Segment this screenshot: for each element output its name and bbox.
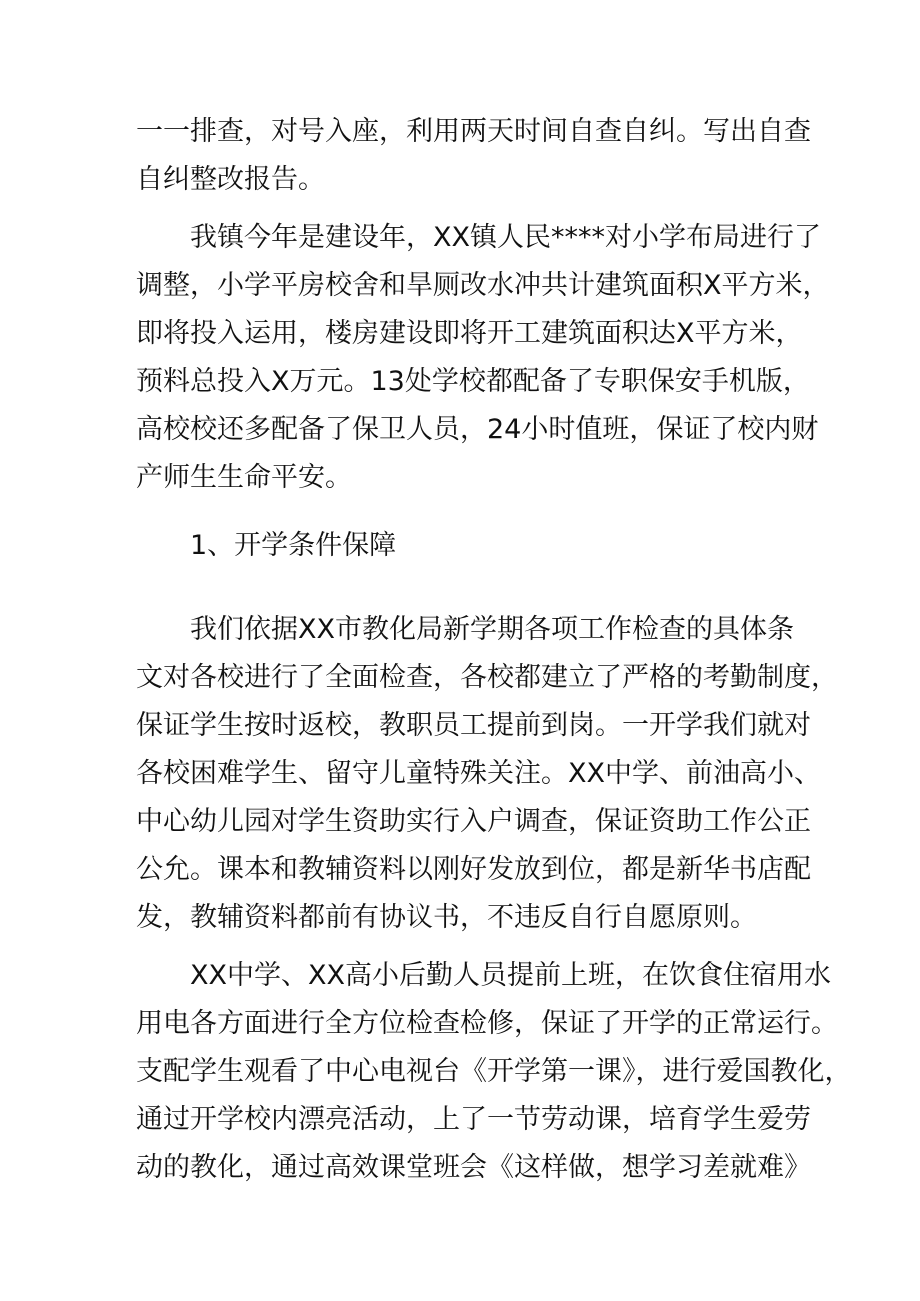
text-line: 产师生生命平安。 <box>136 462 352 493</box>
text-line: XX中学、XX高小后勤人员提前上班，在饮食住宿用水 <box>190 960 831 991</box>
text-line: 即将投入运用，楼房建设即将开工建筑面积达X平方米， <box>136 318 803 349</box>
text-line: 中心幼儿园对学生资助实行入户调查，保证资助工作公正 <box>136 806 811 837</box>
text-line: 文对各校进行了全面检查，各校都建立了严格的考勤制度， <box>136 662 838 693</box>
heading-line: 1、开学条件保障 <box>190 530 397 561</box>
text-line: 调整，小学平房校舍和旱厕改水冲共计建筑面积X平方米， <box>136 270 830 301</box>
text-line: 用电各方面进行全方位检查检修，保证了开学的正常运行。 <box>136 1008 838 1039</box>
text-line: 一一排查，对号入座，利用两天时间自查自纠。写出自查 <box>136 116 811 147</box>
document-body <box>136 108 852 1192</box>
text-line: 公允。课本和教辅资料以刚好发放到位，都是新华书店配 <box>136 854 811 885</box>
text-line: 保证学生按时返校，教职员工提前到岗。一开学我们就对 <box>136 710 811 741</box>
text-line: 支配学生观看了中心电视台《开学第一课》，进行爱国教化， <box>136 1056 852 1087</box>
text-line: 预料总投入X万元。13处学校都配备了专职保安手机版， <box>136 366 810 397</box>
paragraph-4 <box>136 952 852 1192</box>
section-heading <box>136 522 816 570</box>
text-line: 发，教辅资料都前有协议书，不违反自行自愿原则。 <box>136 902 757 933</box>
text-line: 通过开学校内漂亮活动，上了一节劳动课，培育学生爱劳 <box>136 1104 811 1135</box>
paragraph-1 <box>136 108 816 204</box>
text-line: 我镇今年是建设年，XX镇人民****对小学布局进行了 <box>190 222 821 253</box>
text-line: 自纠整改报告。 <box>136 164 325 195</box>
text-line: 高校校还多配备了保卫人员，24小时值班，保证了校内财 <box>136 414 819 445</box>
text-line: 各校困难学生、留守儿童特殊关注。XX中学、前油高小、 <box>136 758 821 789</box>
text-line: 我们依据XX市教化局新学期各项工作检查的具体条 <box>190 614 794 645</box>
text-line: 动的教化，通过高效课堂班会《这样做，想学习差就难》 <box>136 1152 811 1183</box>
paragraph-3 <box>136 606 838 942</box>
paragraph-2 <box>136 214 830 502</box>
